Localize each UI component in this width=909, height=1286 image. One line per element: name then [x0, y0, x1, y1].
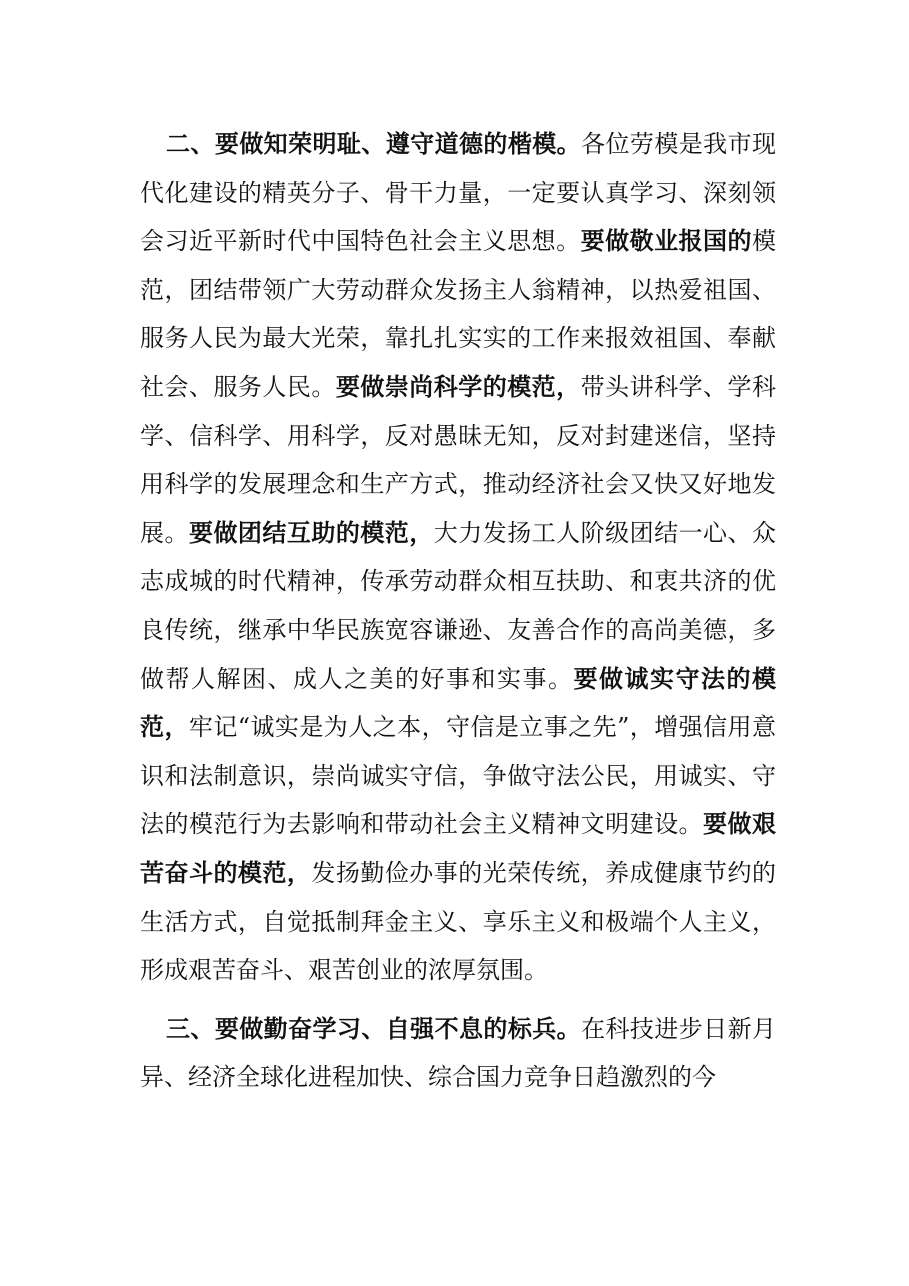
emphasis-text: 要做崇尚科学的模范，	[335, 372, 581, 401]
body-text: 带头讲科学、学科学、信科学、用科学，反对愚昧无知，反对封建迷信，坚持用科学的发展理念和生产方式，推动经济社会又快又好地发展。	[140, 372, 777, 547]
body-text: 在科技进步日新月异、经济全球化进程加快、综合国力竞争日趋激烈的今	[140, 1014, 777, 1092]
paragraph-3	[140, 1005, 776, 1102]
emphasis-text: 要做团结互助的模范，	[188, 518, 434, 547]
paragraph-2	[140, 120, 776, 995]
body-text: 牢记“诚实是为人之本，守信是立事之先”，增强信用意识和法制意识，崇尚诚实守信，争做守法公民，用诚实、守法的模范行为去影响和带动社会主义精神文明建设。	[140, 713, 777, 839]
emphasis-text: 要做诚实守法的模范，	[140, 664, 776, 742]
section-heading-2: 二、要做知荣明耻、遵守道德的楷模。	[166, 130, 582, 158]
emphasis-text: 要做敬业报国的	[580, 227, 753, 256]
body-text: 大力发扬工人阶级团结一心、众志成城的时代精神，传承劳动群众相互扶助、和衷共济的优良传统，继承中华民族宽容谦逊、友善合作的高尚美德，多做帮人解困、成人之美的好事和实事。	[140, 518, 777, 693]
body-text: 发扬勤俭办事的光荣传统，养成健康节约的生活方式，自觉抵制拜金主义、享乐主义和极端个人主义，形成艰苦奋斗、艰苦创业的浓厚氛围。	[140, 858, 777, 985]
document-body	[140, 120, 776, 1102]
body-text: 各位劳模是我市现代化建设的精英分子、骨干力量，一定要认真学习、深刻领会习近平新时代中国特色社会主义思想。	[140, 130, 777, 256]
section-heading-3: 三、要做勤奋学习、自强不息的标兵。	[166, 1014, 582, 1043]
body-text: 模范，团结带领广大劳动群众发扬主人翁精神，以热爱祖国、服务人民为最大光荣，靠扎扎实实的工作来报效祖国、奉献社会、服务人民。	[140, 227, 777, 401]
emphasis-text: 要做艰苦奋斗的模范，	[140, 810, 777, 887]
